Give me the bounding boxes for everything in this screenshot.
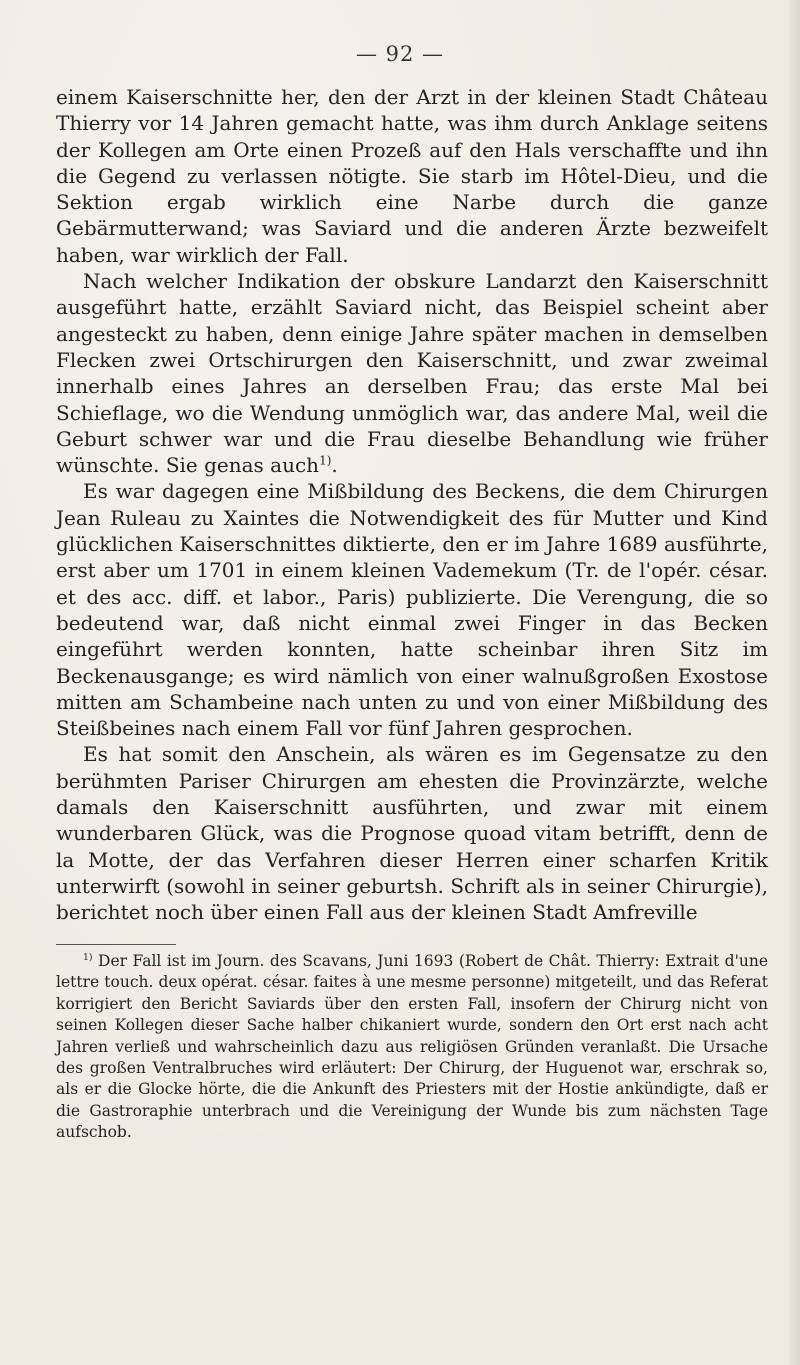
body-text xyxy=(56,84,768,926)
footnote xyxy=(56,951,768,1144)
page-number: — 92 — xyxy=(355,42,445,66)
paragraph-3: Es war dagegen eine Mißbildung des Beckens, die dem Chirurgen Jean Ruleau zu Xaintes die Notwendigkeit des für Mutter und Kind glücklichen Kaiserschnittes diktierte, den er im Jahre 1689 ausführte, erst aber um 1701 in einem kleinen Vademekum (Tr. de l'opér. césar. et des acc. diff. et labor., Paris) publizierte. Die Verengung, die so bedeutend war, daß nicht einmal zwei Finger in das Becken eingeführt werden konnten, hatte scheinbar ihren Sitz im Beckenausgange; es wird nämlich von einer walnußgroßen Exostose mitten am Schambeine nach unten zu und von einer Mißbildung des Steißbeines nach einem Fall vor fünf Jahren gesprochen. xyxy=(56,479,768,741)
footnote-marker: 1) xyxy=(83,951,93,963)
paragraph-4: Es hat somit den Anschein, als wären es im Gegensatze zu den berühmten Pariser Chirurgen am ehesten die Provinzärzte, welche damals den Kaiserschnitt ausführten, und zwar mit einem wunderbaren Glück, was die Prognose quoad vitam betrifft, denn de la Motte, der das Verfahren dieser Herren einer scharfen Kritik unterwirft (sowohl in seiner geburtsh. Schrift als in seiner Chirurgie), berichtet noch über einen Fall aus der kleinen Stadt Amfreville xyxy=(56,742,768,925)
paragraph-2-end: . xyxy=(331,453,338,478)
paragraph-2-text: Nach welcher Indikation der obskure Landarzt den Kaiserschnitt ausgeführt hatte, erzählt Saviard nicht, das Beispiel scheint aber angesteckt zu haben, denn einige Jahre später machen in demselben Flecken zwei Ortschirurgen den Kaiserschnitt, und zwar zweimal innerhalb eines Jahres an derselben Frau; das erste Mal bei Schieflage, wo die Wendung unmöglich war, das andere Mal, weil die Geburt schwer war und die Frau dieselbe Behandlung wie früher wünschte. Sie genas auch xyxy=(56,269,768,478)
footnote-divider xyxy=(56,944,176,945)
footnote-reference[interactable]: 1) xyxy=(319,453,332,468)
page-edge-shadow xyxy=(786,0,800,1365)
paragraph-2 xyxy=(56,268,768,478)
footnote-text: Der Fall ist im Journ. des Scavans, Juni 1693 (Robert de Chât. Thierry: Extrait d'une lettre touch. deux opérat. césar. faites à une mesme personne) mitgeteilt, und das Referat korrigiert den Bericht Saviards über den ersten Fall, insofern der Chirurg nicht von seinen Kollegen dieser Sache halber chikaniert wurde, sondern den Ort erst nach acht Jahren verließ und wahrscheinlich dazu aus religiösen Gründen veranlaßt. Die Ursache des großen Ventralbruches wird erläutert: Der Chirurg, der Huguenot war, erschrak so, als er die Glocke hörte, die die Ankunft des Priesters mit der Hostie ankündigte, daß er die Gastroraphie unterbrach und die Vereinigung der Wunde bis zum nächsten Tage aufschob. xyxy=(56,952,768,1142)
paragraph-1: einem Kaiserschnitte her, den der Arzt in der kleinen Stadt Château Thierry vor 14 Jahren gemacht hatte, was ihm durch Anklage seitens der Kollegen am Orte einen Prozeß auf den Hals verschaffte und ihn die Gegend zu verlassen nötigte. Sie starb im Hôtel-Dieu, und die Sektion ergab wirklich eine Narbe durch die ganze Gebärmutterwand; was Saviard und die anderen Ärzte bezweifelt haben, war wirklich der Fall. xyxy=(56,85,768,267)
